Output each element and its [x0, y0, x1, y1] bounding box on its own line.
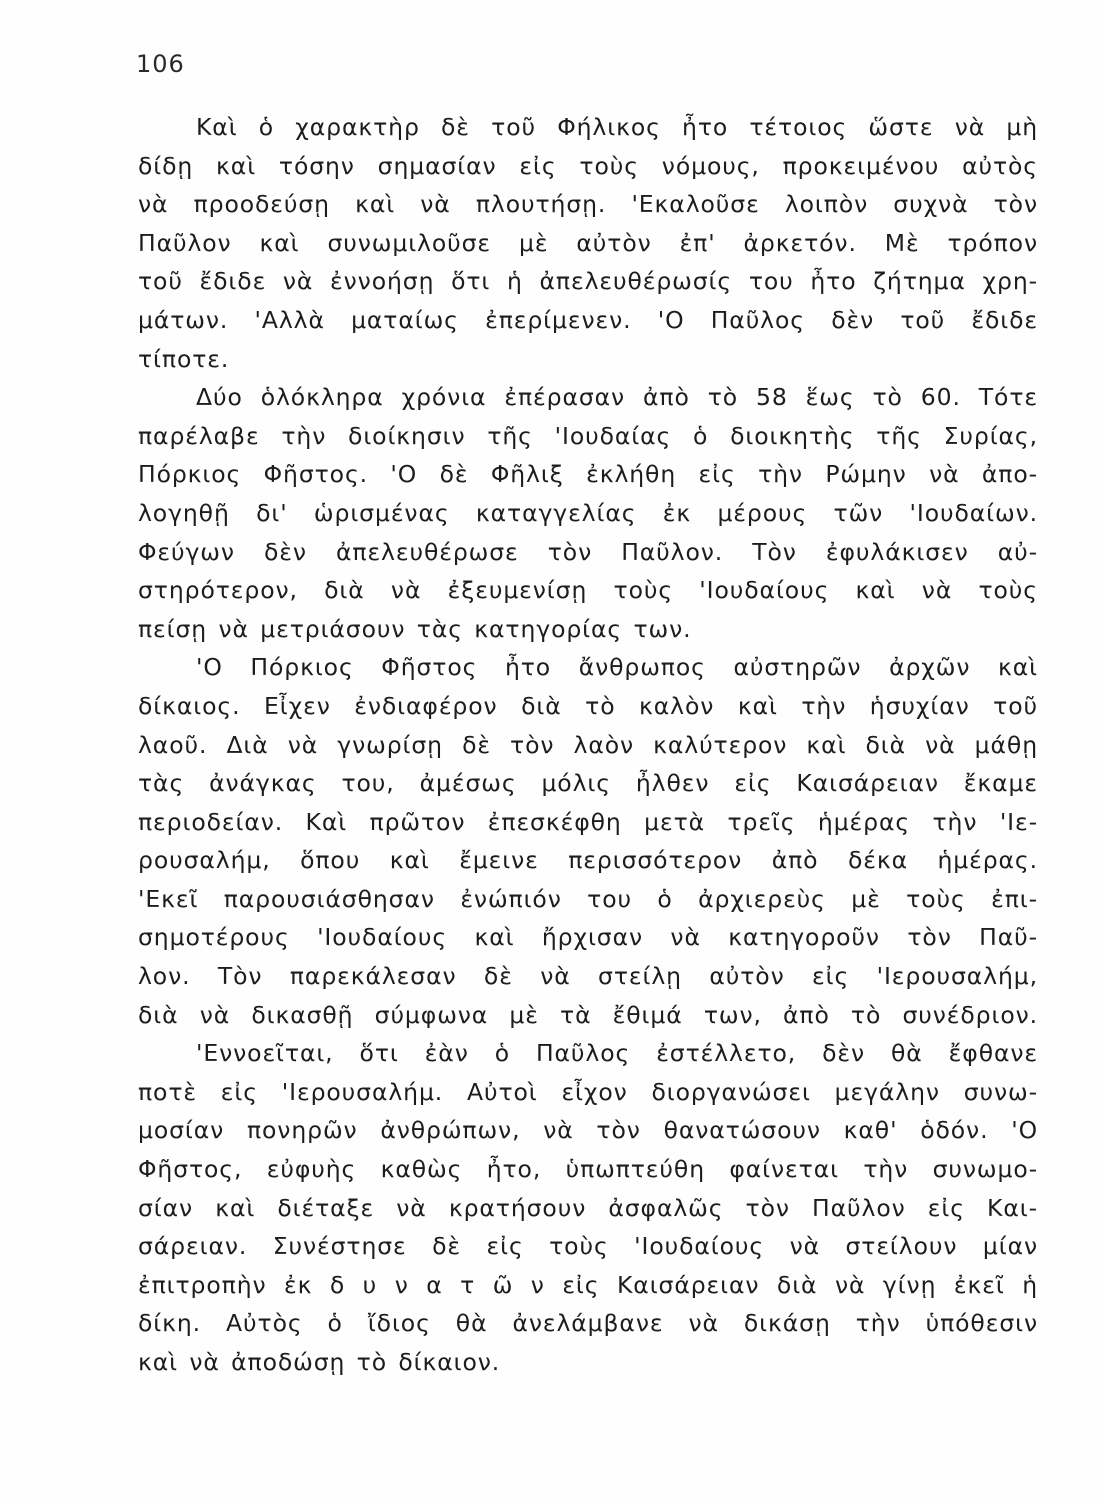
text-line: τίποτε.: [138, 344, 230, 373]
text-line: δίκαιος. Εἶχεν ἐνδιαφέρον διὰ τὸ καλὸν καὶ τὴν ἡσυχίαν τοῦ: [138, 691, 1038, 720]
page-number: 106: [136, 50, 185, 78]
text-line: 'Ο Πόρκιος Φῆστος ἦτο ἄνθρωπος αὐστηρῶν ἀρχῶν καὶ: [196, 653, 1038, 682]
text-line: σάρειαν. Συνέστησε δὲ εἰς τοὺς 'Ιουδαίους νὰ στείλουν μίαν: [138, 1232, 1038, 1261]
text-line: Φεύγων δὲν ἀπελευθέρωσε τὸν Παῦλον. Τὸν ἐφυλάκισεν αὐ-: [138, 537, 1038, 566]
text-line: Καὶ ὁ χαρακτὴρ δὲ τοῦ Φήλικος ἦτο τέτοιος ὥστε νὰ μὴ: [196, 113, 1038, 141]
text-line: δίκη. Αὐτὸς ὁ ἴδιος θὰ ἀνελάμβανε νὰ δικάσῃ τὴν ὑπόθεσιν: [138, 1309, 1038, 1338]
text-line: σημοτέρους 'Ιουδαίους καὶ ἤρχισαν νὰ κατηγοροῦν τὸν Παῦ-: [138, 923, 1038, 952]
text-line: διὰ νὰ δικασθῇ σύμφωνα μὲ τὰ ἔθιμά των, ἀπὸ τὸ συνέδριον.: [138, 1000, 1038, 1029]
text-line: νὰ προοδεύσῃ καὶ νὰ πλουτήσῃ. 'Εκαλοῦσε λοιπὸν συχνὰ τὸν: [138, 190, 1038, 219]
paragraph-1: [138, 108, 1038, 378]
text-line: δίδῃ καὶ τόσην σημασίαν εἰς τοὺς νόμους, προκειμένου αὐτὸς: [138, 151, 1038, 180]
body-text: [138, 108, 1038, 1382]
text-line: τοῦ ἔδιδε νὰ ἐννοήσῃ ὅτι ἡ ἀπελευθέρωσίς του ἦτο ζήτημα χρη-: [138, 267, 1038, 296]
text-line: πείσῃ νὰ μετριάσουν τὰς κατηγορίας των.: [138, 614, 692, 643]
text-line: ποτὲ εἰς 'Ιερουσαλήμ. Αὐτοὶ εἶχον διοργανώσει μεγάλην συνω-: [138, 1077, 1038, 1106]
text-line: μάτων. 'Αλλὰ ματαίως ἐπερίμενεν. 'Ο Παῦλος δὲν τοῦ ἔδιδε: [138, 305, 1038, 334]
text-line: σίαν καὶ διέταξε νὰ κρατήσουν ἀσφαλῶς τὸν Παῦλον εἰς Και-: [138, 1193, 1038, 1222]
text-line: Δύο ὁλόκληρα χρόνια ἐπέρασαν ἀπὸ τὸ 58 ἕως τὸ 60. Τότε: [196, 383, 1038, 412]
text-line: λογηθῇ δι' ὡρισμένας καταγγελίας ἐκ μέρους τῶν 'Ιουδαίων.: [138, 498, 1038, 527]
text-line: λον. Τὸν παρεκάλεσαν δὲ νὰ στείλῃ αὐτὸν εἰς 'Ιερουσαλήμ,: [138, 962, 1038, 991]
paragraph-3: [138, 648, 1038, 1034]
text-line: ρουσαλήμ, ὅπου καὶ ἔμεινε περισσότερον ἀπὸ δέκα ἡμέρας.: [138, 846, 1038, 875]
text-line: Πόρκιος Φῆστος. 'Ο δὲ Φῆλιξ ἐκλήθη εἰς τὴν Ρώμην νὰ ἀπο-: [138, 460, 1038, 489]
text-line: ἐπιτροπὴν ἐκ δ υ ν α τ ῶ ν εἰς Καισάρειαν διὰ νὰ γίνῃ ἐκεῖ ἡ: [138, 1270, 1038, 1299]
text-line: τὰς ἀνάγκας του, ἀμέσως μόλις ἦλθεν εἰς Καισάρειαν ἔκαμε: [138, 769, 1038, 798]
text-line: λαοῦ. Διὰ νὰ γνωρίσῃ δὲ τὸν λαὸν καλύτερον καὶ διὰ νὰ μάθῃ: [138, 730, 1038, 759]
text-line: 'Εκεῖ παρουσιάσθησαν ἐνώπιόν του ὁ ἀρχιερεὺς μὲ τοὺς ἐπι-: [138, 884, 1038, 913]
text-line: καὶ νὰ ἀποδώσῃ τὸ δίκαιον.: [138, 1348, 501, 1376]
text-line: Παῦλον καὶ συνωμιλοῦσε μὲ αὐτὸν ἐπ' ἀρκετόν. Μὲ τρόπον: [138, 228, 1038, 257]
text-line: Φῆστος, εὐφυὴς καθὼς ἦτο, ὑπωπτεύθη φαίνεται τὴν συνωμο-: [138, 1155, 1038, 1184]
text-line: 'Εννοεῖται, ὅτι ἐὰν ὁ Παῦλος ἐστέλλετο, δὲν θὰ ἔφθανε: [196, 1039, 1038, 1068]
paragraph-4: [138, 1034, 1038, 1381]
text-line: μοσίαν πονηρῶν ἀνθρώπων, νὰ τὸν θανατώσουν καθ' ὁδόν. 'Ο: [138, 1116, 1038, 1145]
text-line: στηρότερον, διὰ νὰ ἐξευμενίσῃ τοὺς 'Ιουδαίους καὶ νὰ τοὺς: [138, 576, 1038, 605]
paragraph-2: [138, 378, 1038, 648]
text-line: παρέλαβε τὴν διοίκησιν τῆς 'Ιουδαίας ὁ διοικητὴς τῆς Συρίας,: [138, 421, 1038, 450]
text-line: περιοδείαν. Καὶ πρῶτον ἐπεσκέφθη μετὰ τρεῖς ἡμέρας τὴν 'Ιε-: [138, 807, 1038, 836]
